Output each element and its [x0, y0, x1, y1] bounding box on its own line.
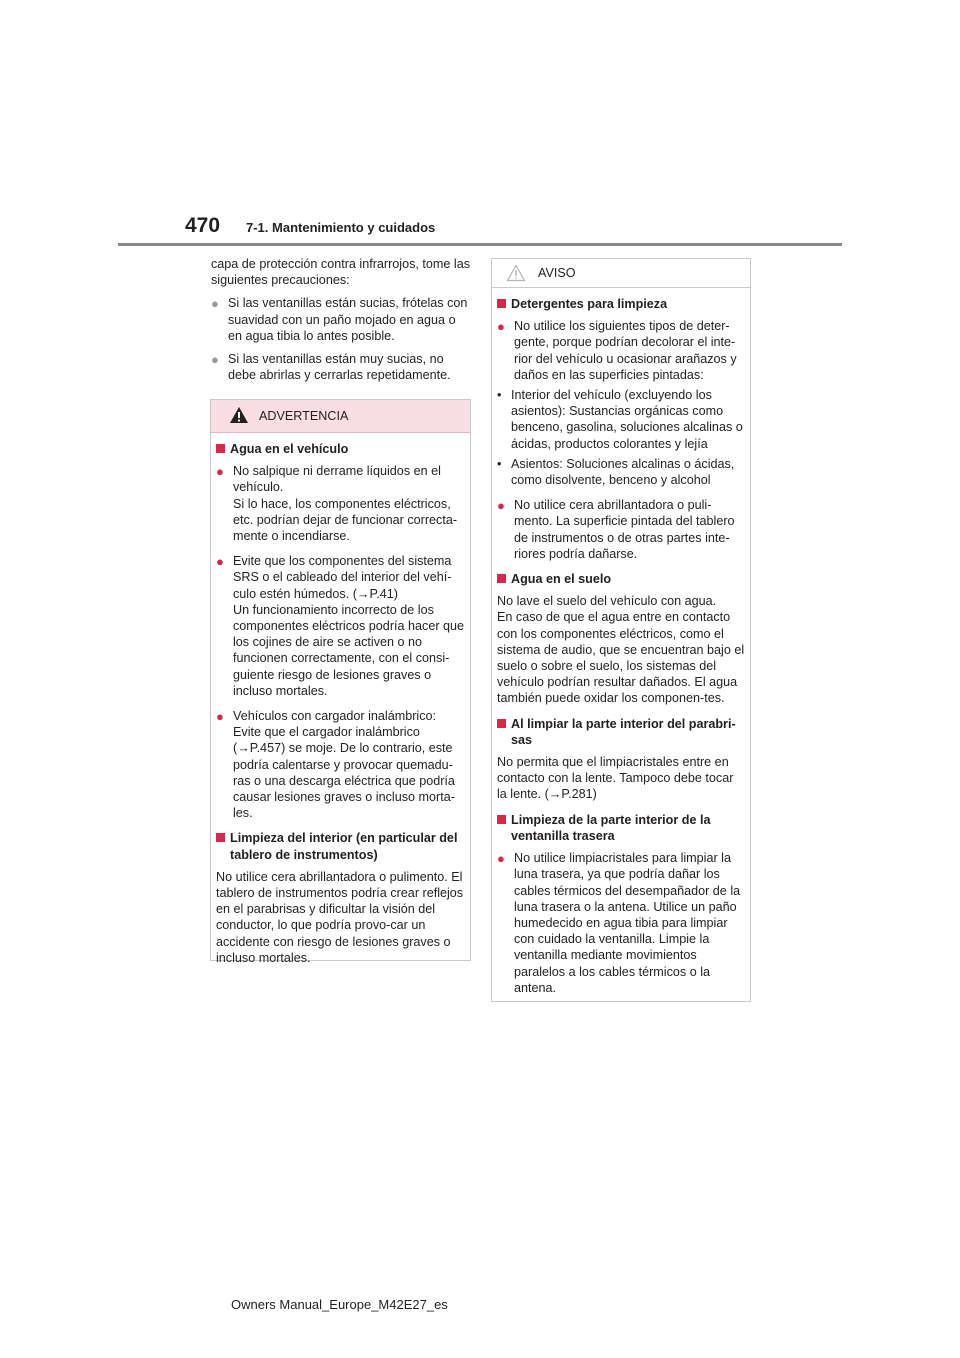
- dash-item: [497, 456, 745, 488]
- warning-box-header: [211, 400, 470, 433]
- section-paragraph: No utilice cera abrillantadora o pulimento. El tablero de instrumentos podría crear reflejos en el parabrisas y dificultar la visión del conductor, lo que podría provo-car un accidente con riesgo de lesiones graves o incluso mortales.: [216, 869, 464, 965]
- square-bullet-icon: [216, 833, 225, 842]
- page-number: 470: [185, 214, 221, 237]
- bullet-dot-icon: ●: [216, 709, 224, 725]
- dash-mark: •: [497, 388, 502, 403]
- heading-text: Al limpiar la parte interior del parabri-sas: [511, 716, 736, 747]
- section-paragraph: No permita que el limpiacristales entre en contacto con la lente. Tampoco debe tocar la lente. (→P.281): [497, 755, 734, 802]
- heading-text: Agua en el suelo: [511, 572, 612, 587]
- section-heading: [497, 571, 745, 587]
- bullet-item: [497, 318, 745, 383]
- heading-text: Limpieza de la parte interior de la ventanilla trasera: [511, 812, 711, 843]
- bullet-dot-icon: ●: [216, 554, 224, 570]
- bullet-dot-icon: ●: [497, 851, 505, 867]
- bullet-text: Si las ventanillas están muy sucias, no debe abrirlas y cerrarlas repetidamente.: [228, 352, 451, 383]
- bullet-dot-icon: ●: [497, 319, 505, 335]
- dash-text: Interior del vehículo (excluyendo los asientos): Sustancias orgánicas como benceno, gasolina, soluciones alcalinas o ácidas, productos colorantes y lejía: [511, 388, 743, 451]
- bullet-item: [211, 351, 471, 383]
- bullet-dot-icon: ●: [216, 464, 224, 480]
- section-heading: [216, 441, 465, 457]
- bullet-item: [216, 553, 465, 699]
- bullet-item: [216, 708, 465, 821]
- bullet-item: [211, 295, 471, 344]
- dash-text: Asientos: Soluciones alcalinas o ácidas, como disolvente, benceno y alcohol: [511, 456, 735, 488]
- header-rule: [118, 243, 842, 246]
- dash-item: [497, 387, 745, 452]
- section-heading: [497, 716, 745, 748]
- square-bullet-icon: [497, 574, 506, 583]
- bullet-text: No salpique ni derrame líquidos en el vehículo. Si lo hace, los componentes eléctricos, etc. podrían dejar de funcionar correcta-mente o incendiarse.: [233, 464, 458, 544]
- notice-box: [491, 258, 751, 1002]
- notice-box-header: [492, 259, 750, 288]
- bullet-text: Si las ventanillas están sucias, frótelas con suavidad con un paño mojado en agua o en agua tibia lo antes posible.: [228, 296, 468, 343]
- section-heading: [497, 812, 745, 844]
- caution-triangle-icon: [506, 264, 526, 282]
- heading-text: Limpieza del interior (en particular del tablero de instrumentos): [230, 831, 458, 862]
- intro-paragraph: capa de protección contra infrarrojos, tome las siguientes precauciones:: [211, 257, 471, 288]
- bullet-item: [497, 497, 745, 562]
- section-heading: [497, 296, 745, 312]
- warning-triangle-icon: [229, 406, 249, 424]
- bullet-text: No utilice cera abrillantadora o puli-mento. La superficie pintada del tablero de instrumentos o de otras partes inte-riores podría dañarse.: [514, 498, 735, 561]
- warning-title: ADVERTENCIA: [259, 409, 349, 423]
- bullet-text: No utilice limpiacristales para limpiar la luna trasera, ya que podría dañar los cables térmicos del desempañador de la luna trasera o la antena. Utilice un paño humedecido en agua tibia para limpiar con cuidado la ventanilla. Limpie la ventanilla mediante movimientos paralelos a los cables térmicos o la antena.: [514, 851, 741, 995]
- bullet-dot-icon: ●: [211, 352, 219, 368]
- page-footer: Owners Manual_Europe_M42E27_es: [231, 1297, 448, 1312]
- section-paragraph: No lave el suelo del vehículo con agua. En caso de que el agua entre en contacto con los componentes eléctricos, como el sistema de audio, que se encuentran bajo el suelo o sobre el suelo, los sistemas del vehículo podrían resultar dañados. El agua también puede oxidar los componen-tes.: [497, 594, 745, 706]
- bullet-item: [497, 850, 745, 996]
- square-bullet-icon: [497, 719, 506, 728]
- bullet-text: No utilice los siguientes tipos de deter-gente, porque podrían decolorar el inte-rior del vehículo u ocasionar arañazos y daños en las superficies pintadas:: [514, 319, 737, 382]
- square-bullet-icon: [497, 299, 506, 308]
- section-title: 7-1. Mantenimiento y cuidados: [246, 220, 436, 235]
- dash-mark: •: [497, 456, 502, 471]
- heading-text: Detergentes para limpieza: [511, 297, 668, 311]
- square-bullet-icon: [216, 444, 225, 453]
- bullet-text: Vehículos con cargador inalámbrico: Evite que el cargador inalámbrico (→P.457) se moje. De lo contrario, este podría calentarse y provocar quemadu-ras o una descarga eléctrica que podría causar lesiones graves o incluso morta-les.: [233, 709, 455, 821]
- heading-text: Agua en el vehículo: [230, 442, 349, 456]
- notice-title: AVISO: [538, 266, 576, 280]
- bullet-item: [216, 463, 465, 544]
- left-column: [211, 256, 471, 390]
- square-bullet-icon: [497, 815, 506, 824]
- page-header: [0, 0, 960, 250]
- section-heading: [216, 830, 465, 862]
- warning-box: [210, 399, 471, 965]
- bullet-dot-icon: ●: [211, 296, 219, 312]
- bullet-dot-icon: ●: [497, 498, 505, 514]
- bullet-text: Evite que los componentes del sistema SRS o el cableado del interior del vehí-culo estén húmedos. (→P.41) Un funcionamiento incorrecto de los componentes eléctricos podría hacer que los cojines de aire se activen o no funcionen correctamente, con el consi-guiente riesgo de lesiones graves o incluso mortales.: [233, 554, 465, 698]
